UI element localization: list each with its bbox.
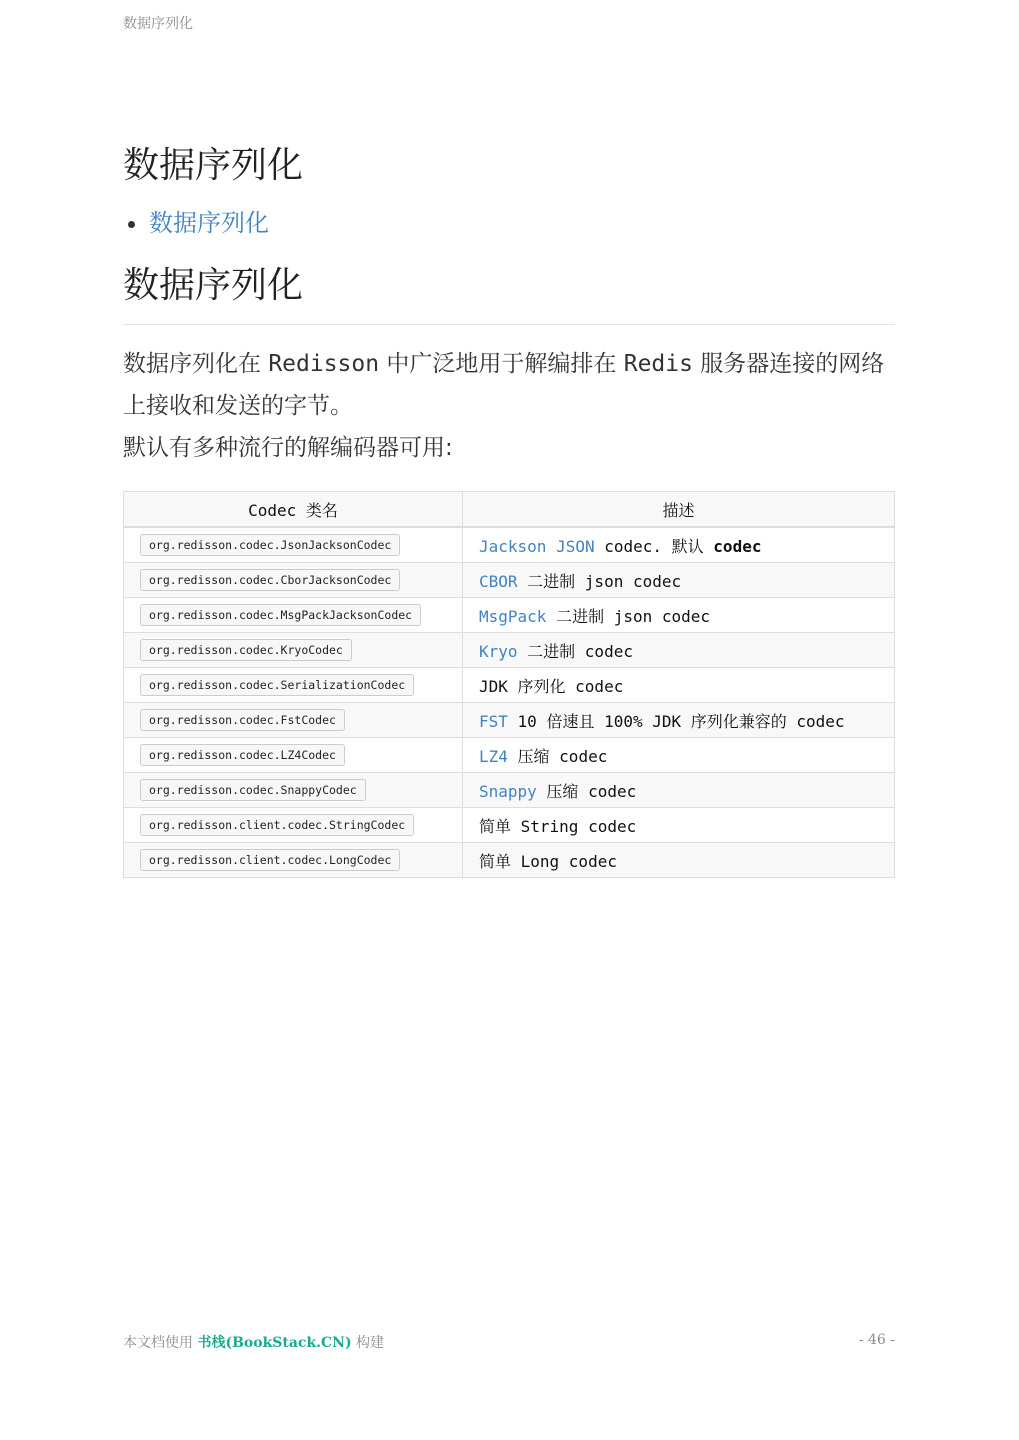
- page-title: 数据序列化: [123, 145, 304, 186]
- header-description: 描述: [463, 492, 895, 528]
- table-row: [124, 633, 895, 668]
- table-row: [124, 703, 895, 738]
- intro-code-redis: Redis: [623, 351, 693, 377]
- codec-class-cell: [124, 563, 463, 598]
- document-body: [123, 140, 895, 878]
- codec-class-name: org.redisson.codec.KryoCodec: [140, 639, 352, 661]
- intro-text-4: 默认有多种流行的解编码器可用:: [123, 435, 453, 461]
- codec-description-cell: [463, 843, 895, 878]
- codec-class-cell: [124, 633, 463, 668]
- codec-class-name: org.redisson.codec.SerializationCodec: [140, 674, 414, 696]
- codec-class-cell: [124, 808, 463, 843]
- codec-description: 压缩 codec: [507, 746, 608, 766]
- table-row: [124, 773, 895, 808]
- codec-description: JDK 序列化 codec: [479, 676, 624, 696]
- codec-description: 二进制 json codec: [517, 571, 682, 591]
- table-header-row: [124, 492, 895, 528]
- table-row: [124, 843, 895, 878]
- table-row: [124, 563, 895, 598]
- intro-text-1: 数据序列化在: [123, 351, 269, 377]
- table-row: [124, 527, 895, 563]
- codec-description-cell: [463, 703, 895, 738]
- codec-class-name: org.redisson.client.codec.StringCodec: [140, 814, 414, 836]
- codec-class-name: org.redisson.codec.MsgPackJacksonCodec: [140, 604, 421, 626]
- codec-class-cell: [124, 843, 463, 878]
- codec-description: 简单 Long codec: [479, 851, 617, 871]
- codec-class-cell: [124, 668, 463, 703]
- intro-paragraph: [123, 343, 895, 469]
- codec-description: 二进制 json codec: [546, 606, 711, 626]
- codec-description-cell: [463, 738, 895, 773]
- codec-table: [123, 491, 895, 878]
- codec-class-name: org.redisson.client.codec.LongCodec: [140, 849, 400, 871]
- codec-link[interactable]: FST: [479, 711, 508, 731]
- codec-description-cell: [463, 527, 895, 563]
- footer-prefix: 本文档使用: [123, 1335, 198, 1351]
- codec-class-cell: [124, 598, 463, 633]
- section-title: 数据序列化: [123, 260, 895, 325]
- codec-class-name: org.redisson.codec.SnappyCodec: [140, 779, 366, 801]
- codec-description: 10 倍速且 100% JDK 序列化兼容的 codec: [507, 711, 845, 731]
- codec-class-name: org.redisson.codec.FstCodec: [140, 709, 345, 731]
- intro-code-redisson: Redisson: [268, 351, 380, 377]
- codec-class-cell: [124, 773, 463, 808]
- codec-class-cell: [124, 527, 463, 563]
- codec-description-cell: [463, 668, 895, 703]
- codec-description-cell: [463, 808, 895, 843]
- intro-text-3: 服务器连接的网络上接收和发送的字节。: [123, 351, 885, 419]
- codec-description-cell: [463, 633, 895, 668]
- intro-text-2: 中广泛地用于解编排在: [379, 351, 624, 377]
- toc-item: [149, 204, 895, 242]
- codec-link[interactable]: MsgPack: [479, 606, 547, 626]
- codec-description-cell: [463, 563, 895, 598]
- table-row: [124, 598, 895, 633]
- codec-description-bold: codec: [713, 536, 762, 556]
- toc-link[interactable]: 数据序列化: [149, 209, 269, 237]
- codec-description: 二进制 codec: [517, 641, 633, 661]
- header-codec-class: Codec 类名: [124, 492, 463, 528]
- running-header: 数据序列化: [123, 16, 193, 32]
- footer-suffix: 构建: [351, 1335, 385, 1351]
- codec-class-name: org.redisson.codec.JsonJacksonCodec: [140, 534, 400, 556]
- table-of-contents: [123, 204, 895, 242]
- codec-description-cell: [463, 773, 895, 808]
- codec-link[interactable]: Kryo: [479, 641, 518, 661]
- table-row: [124, 738, 895, 773]
- codec-link[interactable]: CBOR: [479, 571, 518, 591]
- codec-link[interactable]: LZ4: [479, 746, 508, 766]
- codec-link[interactable]: Jackson JSON: [479, 536, 595, 556]
- table-row: [124, 808, 895, 843]
- codec-class-name: org.redisson.codec.CborJacksonCodec: [140, 569, 400, 591]
- codec-class-name: org.redisson.codec.LZ4Codec: [140, 744, 345, 766]
- codec-description-cell: [463, 598, 895, 633]
- footer-credit: [123, 1332, 384, 1352]
- codec-description: 压缩 codec: [536, 781, 637, 801]
- codec-description: codec. 默认: [594, 536, 714, 556]
- footer-brand-link[interactable]: 书栈(BookStack.CN): [197, 1335, 352, 1351]
- table-row: [124, 668, 895, 703]
- codec-link[interactable]: Snappy: [479, 781, 537, 801]
- page-number: - 46 -: [858, 1332, 895, 1348]
- codec-class-cell: [124, 703, 463, 738]
- codec-class-cell: [124, 738, 463, 773]
- codec-description: 简单 String codec: [479, 816, 637, 836]
